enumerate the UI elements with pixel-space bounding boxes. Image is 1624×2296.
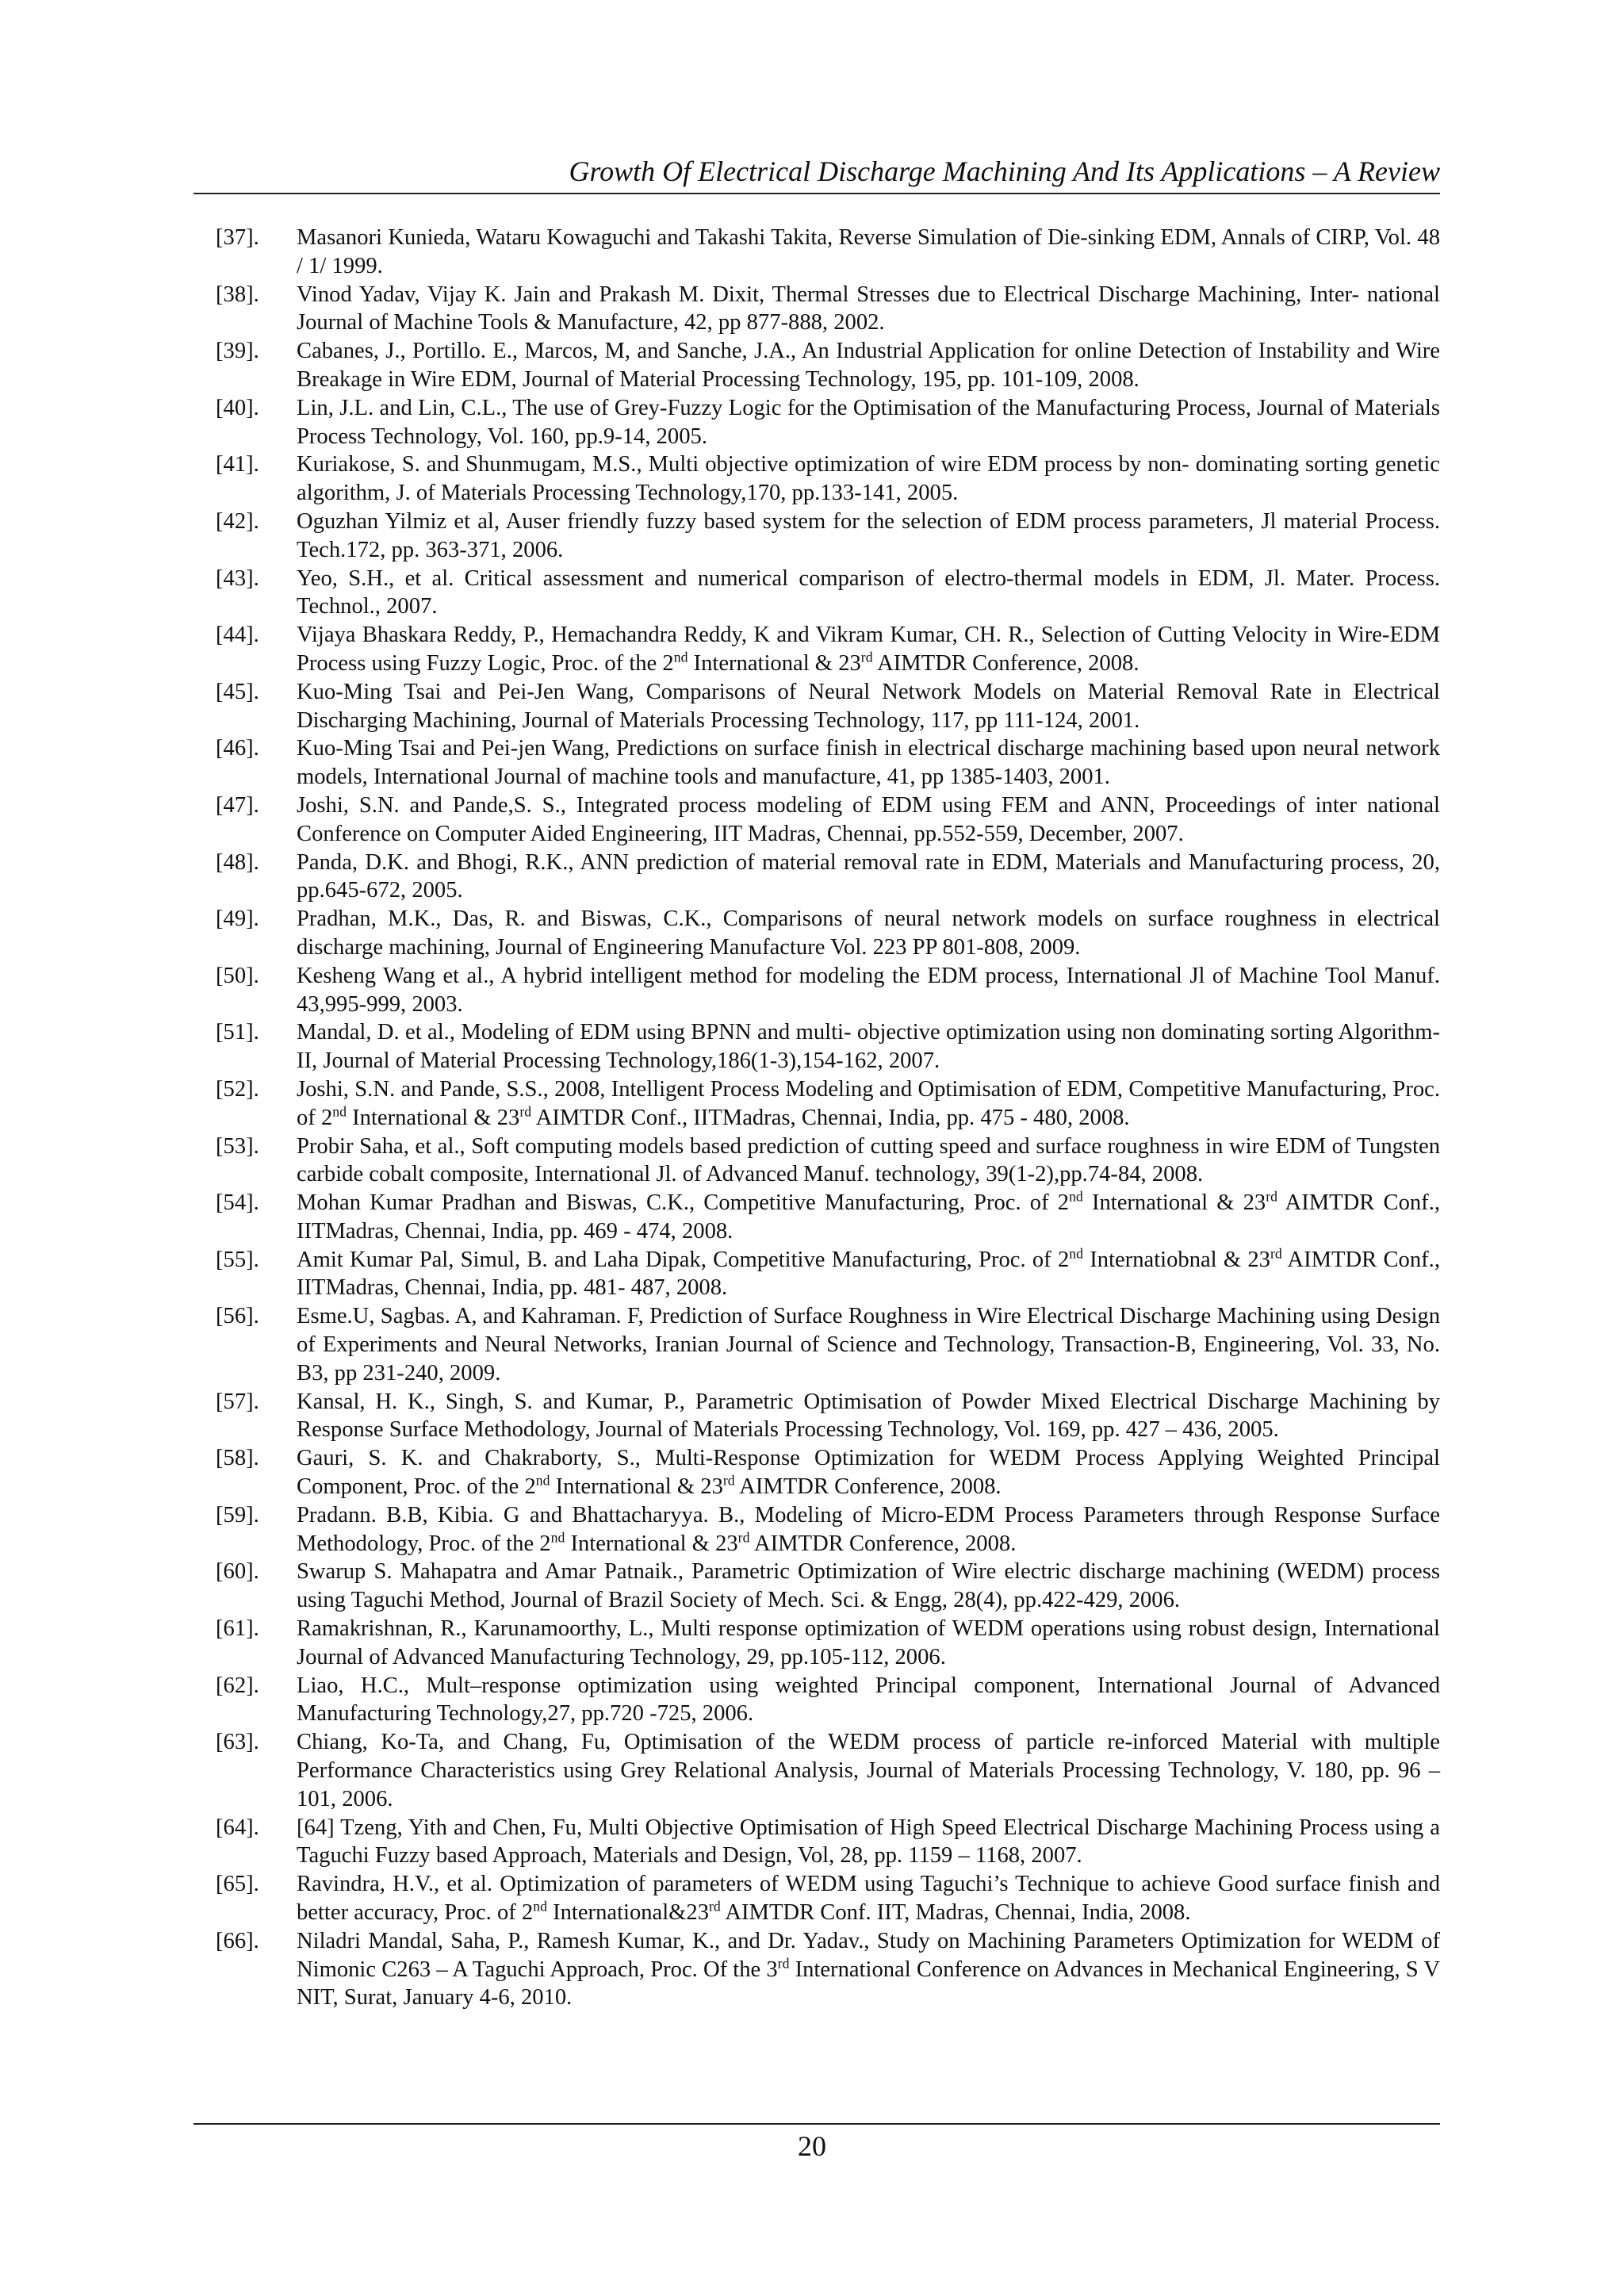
reference-entry bbox=[216, 224, 1440, 281]
reference-number: [47]. bbox=[216, 792, 259, 818]
reference-entry bbox=[216, 1018, 1440, 1075]
reference-entry bbox=[216, 849, 1440, 906]
reference-list bbox=[216, 224, 1440, 2012]
reference-text: Ravindra, H.V., et al. Optimization of parameters of WEDM using Taguchi’s Technique to achieve Good surface finish and better accuracy, Proc. of 2nd International&23rd AIMTDR Conf. IIT, Madras, Chennai, India, 2008. bbox=[297, 1872, 1440, 1926]
reference-entry bbox=[216, 1133, 1440, 1190]
reference-text: Kansal, H. K., Singh, S. and Kumar, P., Parametric Optimisation of Powder Mixed Electrical Discharge Machining by Response Surface Methodology, Journal of Materials Processing Technology, Vol. 169, pp. 427 – 436, 2005. bbox=[297, 1389, 1440, 1443]
running-header: Growth Of Electrical Discharge Machining And Its Applications – A Review bbox=[569, 155, 1440, 187]
reference-entry bbox=[216, 962, 1440, 1019]
reference-number: [46]. bbox=[216, 736, 259, 761]
reference-number: [56]. bbox=[216, 1304, 259, 1329]
reference-text: Kesheng Wang et al., A hybrid intelligent method for modeling the EDM process, International Jl of Machine Tool Manuf. 43,995-999, 2003. bbox=[297, 963, 1440, 1017]
footer-divider bbox=[193, 2123, 1440, 2125]
reference-number: [58]. bbox=[216, 1446, 259, 1471]
reference-number: [37]. bbox=[216, 225, 259, 250]
reference-text: Amit Kumar Pal, Simul, B. and Laha Dipak, Competitive Manufacturing, Proc. of 2nd Internatiobnal & 23rd AIMTDR Conf., IITMadras, Chennai, India, pp. 481- 487, 2008. bbox=[297, 1245, 1440, 1301]
reference-text: Masanori Kunieda, Wataru Kowaguchi and Takashi Takita, Reverse Simulation of Die-sinking EDM, Annals of CIRP, Vol. 48 / 1/ 1999. bbox=[297, 225, 1440, 278]
reference-text: Ramakrishnan, R., Karunamoorthy, L., Multi response optimization of WEDM operations using robust design, International Journal of Advanced Manufacturing Technology, 29, pp.105-112, 2006. bbox=[297, 1616, 1440, 1669]
reference-number: [64]. bbox=[216, 1815, 259, 1840]
reference-entry bbox=[216, 905, 1440, 962]
reference-entry bbox=[216, 1444, 1440, 1501]
reference-text: Vinod Yadav, Vijay K. Jain and Prakash M. Dixit, Thermal Stresses due to Electrical Discharge Machining, Inter- national Journal of Machine Tools & Manufacture, 42, pp 877-888, 2002. bbox=[297, 282, 1440, 335]
reference-text: Pradhan, M.K., Das, R. and Biswas, C.K., Comparisons of neural network models on surface roughness in electrical discharge machining, Journal of Engineering Manufacture Vol. 223 PP 801-808, 2009. bbox=[297, 907, 1440, 960]
reference-number: [44]. bbox=[216, 623, 259, 648]
reference-entry bbox=[216, 1870, 1440, 1927]
reference-entry bbox=[216, 1246, 1440, 1303]
reference-number: [61]. bbox=[216, 1616, 259, 1642]
reference-entry bbox=[216, 1814, 1440, 1871]
reference-entry bbox=[216, 1388, 1440, 1445]
reference-entry bbox=[216, 1558, 1440, 1615]
reference-number: [66]. bbox=[216, 1928, 259, 1953]
reference-entry bbox=[216, 1927, 1440, 2012]
reference-text: Yeo, S.H., et al. Critical assessment and numerical comparison of electro-thermal models in EDM, Jl. Mater. Process. Technol., 2007. bbox=[297, 565, 1440, 619]
reference-number: [48]. bbox=[216, 849, 259, 875]
reference-number: [53]. bbox=[216, 1133, 259, 1159]
reference-number: [63]. bbox=[216, 1730, 259, 1755]
reference-text: Oguzhan Yilmiz et al, Auser friendly fuzzy based system for the selection of EDM process parameters, Jl material Process. Tech.172, pp. 363-371, 2006. bbox=[297, 508, 1440, 562]
reference-text: Mohan Kumar Pradhan and Biswas, C.K., Competitive Manufacturing, Proc. of 2nd International & 23rd AIMTDR Conf., IITMadras, Chennai, India, pp. 469 - 474, 2008. bbox=[297, 1188, 1440, 1244]
reference-number: [43]. bbox=[216, 565, 259, 591]
reference-text: Joshi, S.N. and Pande,S. S., Integrated process modeling of EDM using FEM and ANN, Proceedings of inter national Conference on Computer Aided Engineering, IIT Madras, Chennai, pp.552-559, December, 2007. bbox=[297, 792, 1440, 846]
reference-entry bbox=[216, 621, 1440, 678]
reference-text: Chiang, Ko-Ta, and Chang, Fu, Optimisation of the WEDM process of particle re-inforced Material with multiple Performance Characteristics using Grey Relational Analysis, Journal of Materials Processing Technology, V. 180, pp. 96 – 101, 2006. bbox=[297, 1730, 1440, 1811]
reference-number: [45]. bbox=[216, 679, 259, 704]
reference-text: Niladri Mandal, Saha, P., Ramesh Kumar, K., and Dr. Yadav., Study on Machining Parameters Optimization for WEDM of Nimonic C263 – A Taguchi Approach, Proc. Of the 3rd International Conference on Advances in Mechanical Engineering, S V NIT, Surat, January 4-6, 2010. bbox=[297, 1928, 1440, 2010]
reference-text: Probir Saha, et al., Soft computing models based prediction of cutting speed and surface roughness in wire EDM of Tungsten carbide cobalt composite, International Jl. of Advanced Manuf. technology, 39(1-2),pp.74-84, 2008. bbox=[297, 1133, 1440, 1187]
reference-entry bbox=[216, 337, 1440, 394]
reference-text: Joshi, S.N. and Pande, S.S., 2008, Intelligent Process Modeling and Optimisation of EDM, Competitive Manufacturing, Proc. of 2nd International & 23rd AIMTDR Conf., IITMadras, Chennai, India, pp. 475 - 480, 2008. bbox=[297, 1076, 1440, 1130]
reference-text: Kuo-Ming Tsai and Pei-Jen Wang, Comparisons of Neural Network Models on Material Removal Rate in Electrical Discharging Machining, Journal of Materials Processing Technology, 117, pp 111-124, 2001. bbox=[297, 679, 1440, 733]
reference-entry bbox=[216, 1615, 1440, 1672]
header-divider bbox=[193, 193, 1440, 194]
reference-number: [57]. bbox=[216, 1389, 259, 1414]
reference-number: [50]. bbox=[216, 963, 259, 988]
reference-number: [42]. bbox=[216, 508, 259, 534]
reference-entry bbox=[216, 1302, 1440, 1387]
reference-number: [49]. bbox=[216, 907, 259, 932]
reference-number: [60]. bbox=[216, 1559, 259, 1585]
reference-number: [41]. bbox=[216, 452, 259, 477]
reference-number: [52]. bbox=[216, 1076, 259, 1102]
reference-text: Kuriakose, S. and Shunmugam, M.S., Multi objective optimization of wire EDM process by non- dominating sorting genetic algorithm, J. of Materials Processing Technology,170, pp.133-141, 2005. bbox=[297, 452, 1440, 506]
reference-text: Cabanes, J., Portillo. E., Marcos, M, and Sanche, J.A., An Industrial Application for online Detection of Instability and Wire Breakage in Wire EDM, Journal of Material Processing Technology, 195, pp. 101-109, 2008. bbox=[297, 339, 1440, 392]
page-number: 20 bbox=[798, 2130, 826, 2162]
reference-entry bbox=[216, 734, 1440, 792]
reference-entry bbox=[216, 1189, 1440, 1246]
reference-entry bbox=[216, 281, 1440, 338]
reference-entry bbox=[216, 1501, 1440, 1558]
reference-number: [65]. bbox=[216, 1872, 259, 1897]
reference-text: Pradann. B.B, Kibia. G and Bhattacharyya. B., Modeling of Micro-EDM Process Parameters through Response Surface Methodology, Proc. of the 2nd International & 23rd AIMTDR Conference, 2008. bbox=[297, 1502, 1440, 1556]
reference-entry bbox=[216, 394, 1440, 451]
reference-text: Liao, H.C., Mult–response optimization using weighted Principal component, International Journal of Advanced Manufacturing Technology,27, pp.720 -725, 2006. bbox=[297, 1673, 1440, 1727]
reference-entry bbox=[216, 1728, 1440, 1813]
reference-text: Esme.U, Sagbas. A, and Kahraman. F, Prediction of Surface Roughness in Wire Electrical Discharge Machining using Design of Experiments and Neural Networks, Iranian Journal of Science and Technology, Transaction-B, Engineering, Vol. 33, No. B3, pp 231-240, 2009. bbox=[297, 1304, 1440, 1386]
reference-entry bbox=[216, 508, 1440, 565]
reference-entry bbox=[216, 792, 1440, 849]
reference-entry bbox=[216, 678, 1440, 735]
reference-number: [40]. bbox=[216, 395, 259, 420]
reference-number: [54]. bbox=[216, 1190, 259, 1216]
reference-entry bbox=[216, 1075, 1440, 1133]
reference-number: [39]. bbox=[216, 339, 259, 364]
reference-entry bbox=[216, 450, 1440, 508]
reference-entry bbox=[216, 565, 1440, 622]
reference-text: Mandal, D. et al., Modeling of EDM using BPNN and multi- objective optimization using non dominating sorting Algorithm-II, Journal of Material Processing Technology,186(1-3),154-162, 2007. bbox=[297, 1020, 1440, 1074]
reference-number: [51]. bbox=[216, 1020, 259, 1045]
reference-entry bbox=[216, 1672, 1440, 1729]
reference-number: [62]. bbox=[216, 1673, 259, 1698]
reference-text: Swarup S. Mahapatra and Amar Patnaik., Parametric Optimization of Wire electric discharge machining (WEDM) process using Taguchi Method, Journal of Brazil Society of Mech. Sci. & Engg, 28(4), pp.422-429, 2006. bbox=[297, 1559, 1440, 1613]
reference-text: Panda, D.K. and Bhogi, R.K., ANN prediction of material removal rate in EDM, Materials and Manufacturing process, 20, pp.645-672, 2005. bbox=[297, 849, 1440, 903]
reference-text: Kuo-Ming Tsai and Pei-jen Wang, Predictions on surface finish in electrical discharge machining based upon neural network models, International Journal of machine tools and manufacture, 41, pp 1385-1403, 2001. bbox=[297, 736, 1440, 790]
reference-number: [59]. bbox=[216, 1502, 259, 1527]
reference-text: [64] Tzeng, Yith and Chen, Fu, Multi Objective Optimisation of High Speed Electrical Discharge Machining Process using a Taguchi Fuzzy based Approach, Materials and Design, Vol, 28, pp. 1159 – 1168, 2007. bbox=[297, 1815, 1440, 1869]
reference-text: Vijaya Bhaskara Reddy, P., Hemachandra Reddy, K and Vikram Kumar, CH. R., Selection of Cutting Velocity in Wire-EDM Process using Fuzzy Logic, Proc. of the 2nd International & 23rd AIMTDR Conference, 2008. bbox=[297, 623, 1440, 676]
reference-text: Gauri, S. K. and Chakraborty, S., Multi-Response Optimization for WEDM Process Applying Weighted Principal Component, Proc. of the 2nd International & 23rd AIMTDR Conference, 2008. bbox=[297, 1446, 1440, 1500]
reference-number: [38]. bbox=[216, 282, 259, 307]
reference-number: [55]. bbox=[216, 1247, 259, 1272]
reference-text: Lin, J.L. and Lin, C.L., The use of Grey-Fuzzy Logic for the Optimisation of the Manufacturing Process, Journal of Materials Process Technology, Vol. 160, pp.9-14, 2005. bbox=[297, 395, 1440, 449]
